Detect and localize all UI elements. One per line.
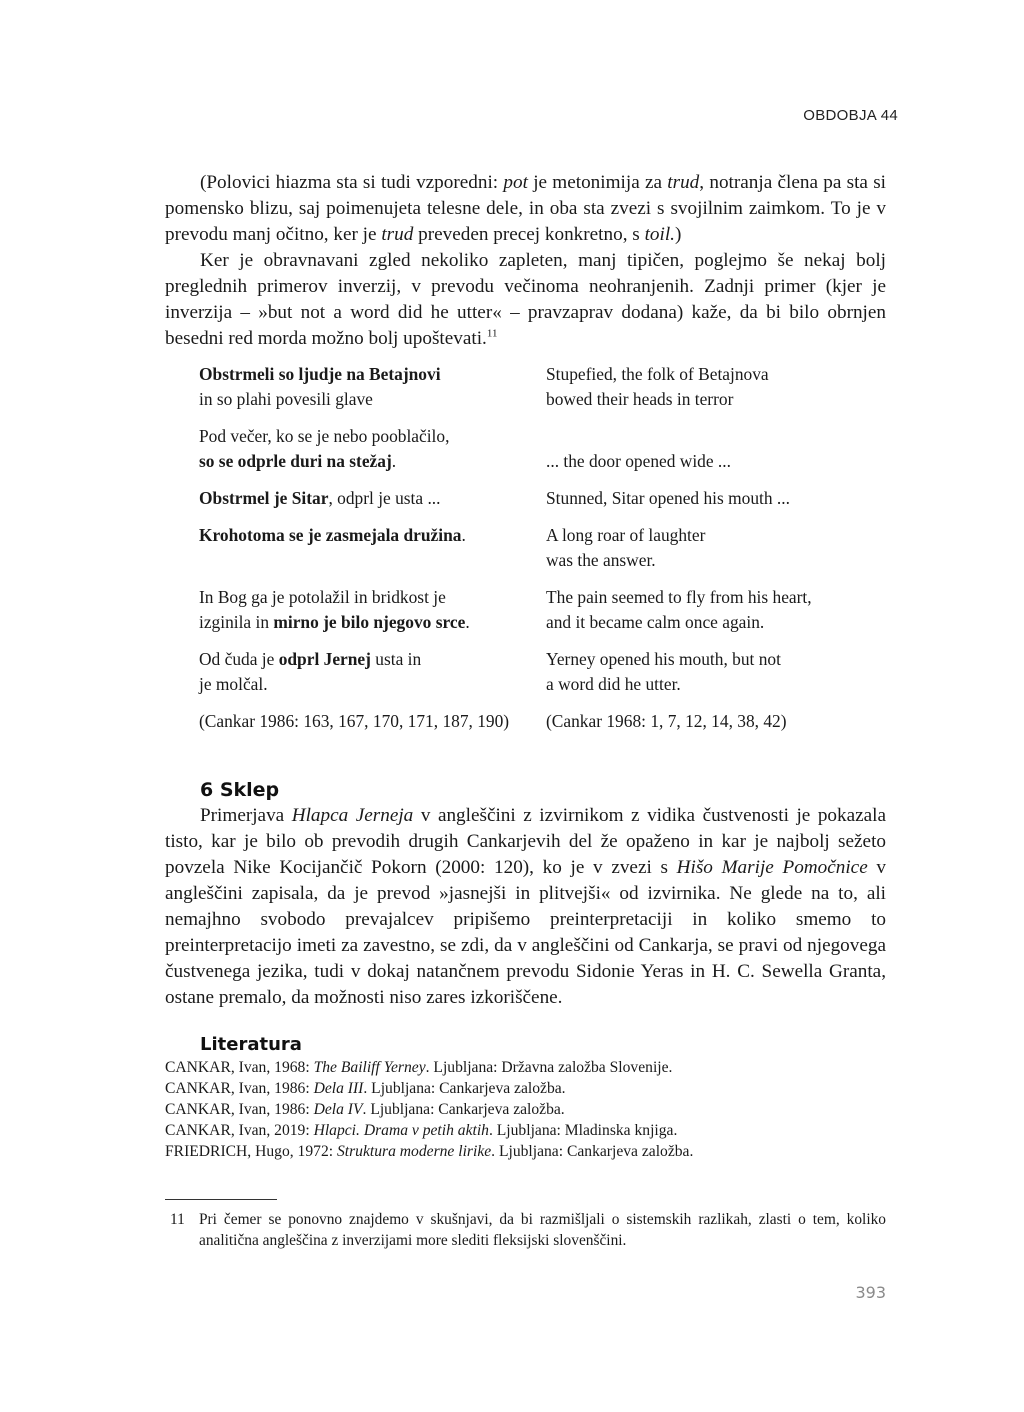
text-run: a word did he utter.: [546, 674, 681, 694]
poem-row: [199, 486, 859, 511]
text-run: , odprl je usta ...: [328, 488, 441, 508]
reference-publisher: . Ljubljana: Cankarjeva založba.: [362, 1101, 565, 1118]
text-run: usta in: [370, 649, 422, 669]
text-run: Primerjava: [200, 805, 292, 826]
italic-run: Hišo Marije Pomočnice: [676, 857, 868, 878]
slovene-verse: [199, 523, 546, 573]
verse-line: [546, 362, 859, 387]
bold-run: Obstrmel je Sitar: [199, 488, 329, 508]
reference-author: CANKAR, Ivan, 2019:: [165, 1122, 314, 1139]
conclusion-paragraph: [165, 803, 886, 1011]
reference-title: Hlapci. Drama v petih aktih: [313, 1122, 489, 1139]
bold-run: mirno je bilo njegovo srce: [273, 612, 466, 632]
text-run: was the answer.: [546, 550, 656, 570]
reference-publisher: . Ljubljana: Mladinska knjiga.: [488, 1122, 678, 1139]
citation-english: (Cankar 1968: 1, 7, 12, 14, 38, 42): [546, 711, 787, 731]
text-run: in so plahi povesili glave: [199, 389, 373, 409]
verse-line: [546, 486, 859, 511]
slovene-verse: [199, 585, 546, 635]
page-number: 393: [855, 1283, 886, 1302]
intro-paragraph-2: [165, 248, 886, 352]
reference-entry: [165, 1120, 885, 1141]
text-run: je metonimija za: [527, 172, 668, 193]
reference-entry: [165, 1099, 885, 1120]
intro-text: [165, 170, 886, 352]
english-verse: [546, 585, 859, 635]
reference-author: FRIEDRICH, Hugo, 1972:: [165, 1143, 337, 1160]
verse-line: [546, 672, 859, 697]
italic-run: toil.: [644, 224, 675, 245]
reference-author: CANKAR, Ivan, 1986:: [165, 1080, 314, 1097]
text-run: Pod večer, ko se je nebo pooblačilo,: [199, 426, 450, 446]
text-run: (Polovici hiazma sta si tudi vzporedni:: [200, 172, 504, 193]
parallel-poem-examples: [199, 362, 859, 734]
verse-line: [199, 424, 546, 449]
bold-run: so se odprle duri na stežaj: [199, 451, 392, 471]
text-run: .: [461, 525, 466, 545]
text-run: and it became calm once again.: [546, 612, 765, 632]
poem-row: [199, 585, 859, 635]
footnote-number: 11: [170, 1211, 185, 1228]
reference-title: Dela III: [313, 1080, 364, 1097]
text-run: , notranja člena pa sta si pomensko blizu, saj poimenujeta telesne dele, in oba sta zvezi s svojilnim zaimkom. To je v prevodu manj očitno, ker je: [165, 172, 886, 245]
footnote-divider: [165, 1199, 277, 1200]
text-run: Od čuda je: [199, 649, 279, 669]
verse-line: [546, 387, 859, 412]
text-run: ): [674, 224, 682, 245]
english-verse: [546, 424, 859, 474]
italic-run: trud: [667, 172, 700, 193]
reference-entry: [165, 1057, 885, 1078]
text-run: je molčal.: [199, 674, 268, 694]
verse-line: [546, 449, 859, 474]
english-verse: [546, 523, 859, 573]
reference-entry: [165, 1141, 885, 1162]
reference-publisher: . Ljubljana: Cankarjeva založba.: [363, 1080, 566, 1097]
verse-line: [546, 548, 859, 573]
english-verse: [546, 486, 859, 511]
verse-line: [199, 672, 546, 697]
english-verse: [546, 362, 859, 412]
section-heading: 6 Sklep: [200, 779, 280, 801]
reference-author: CANKAR, Ivan, 1968:: [165, 1059, 314, 1076]
text-run: v angleščini zapisala, da je prevod »jasnejši in plitvejši« od izvirnika. Ne glede na to, ali nemajhno svobodo prevajalcev pripišemo preinterpretaciji in koliko smemo to preinterpretacijo imeti za zavestno, se zdi, da v angleščini od Cankarja, se pravi od njegovega čustvenega jezika, tudi v dokaj natančnem prevodu Sidonie Yeras in H. C. Sewella Granta, ostane premalo, da možnosti niso zares izkoriščene.: [165, 857, 886, 1008]
literature-heading: Literatura: [200, 1034, 302, 1055]
poem-row: [199, 424, 859, 474]
verse-line: [199, 647, 546, 672]
reference-title: Dela IV: [313, 1101, 363, 1118]
text-run: izginila in: [199, 612, 274, 632]
italic-run: pot: [503, 172, 528, 193]
reference-entry: [165, 1078, 885, 1099]
reference-publisher: . Ljubljana: Cankarjeva založba.: [491, 1143, 694, 1160]
slovene-verse: [199, 486, 546, 511]
poem-row: [199, 523, 859, 573]
bold-run: odprl Jernej: [278, 649, 371, 669]
bold-run: Krohotoma se je zasmejala družina: [199, 525, 462, 545]
verse-line: [199, 585, 546, 610]
slovene-verse: [199, 424, 546, 474]
verse-line: [546, 523, 859, 548]
italic-run: Hlapca Jerneja: [291, 805, 414, 826]
verse-line: [199, 486, 546, 511]
verse-line: [199, 523, 546, 548]
slovene-verse: [199, 647, 546, 697]
intro-paragraph-2-text: Ker je obravnavani zgled nekoliko zapleten, manj tipičen, poglejmo še nekaj bolj preglednih primerov inverzij, v prevodu večinoma neohranjenih. Zadnji primer (kjer je inverzija – »but not a word did he utter« – pravzaprav dodana) kaže, da bi bilo obrnjen besedni red morda možno bolj upoštevati.: [165, 250, 886, 349]
text-run: v angleščini z izvirnikom z vidika čustvenosti je pokazala tisto, kar je bilo ob prevodih drugih Cankarjevih del že opaženo in kar je najbolj sežeto povzela Nike Kocijančič Pokorn (2000: 120), ko je v zvezi s: [165, 805, 886, 878]
citation-slovene: (Cankar 1986: 163, 167, 170, 171, 187, 190): [199, 711, 510, 731]
running-head: OBDOBJA 44: [803, 107, 898, 124]
text-run: .: [465, 612, 470, 632]
text-run: The pain seemed to fly from his heart,: [546, 587, 812, 607]
text-run: In Bog ga je potolažil in bridkost je: [199, 587, 446, 607]
verse-line: [546, 610, 859, 635]
poem-rows: [199, 362, 859, 697]
verse-line: [199, 449, 546, 474]
poem-row: [199, 362, 859, 412]
footnote-text: Pri čemer se ponovno znajdemo v skušnjavi, da bi razmišljali o sistemskih razlikah, zlasti o tem, koliko analitična angleščina z inverzijami more slediti fleksijski slovenščini.: [199, 1211, 886, 1249]
english-verse: [546, 647, 859, 697]
verse-line: [199, 610, 546, 635]
poem-citations: [199, 709, 859, 734]
italic-run: trud: [381, 224, 414, 245]
reference-list: [165, 1057, 885, 1162]
bold-run: Obstrmeli so ljudje na Betajnovi: [199, 364, 441, 384]
footnote: [165, 1209, 886, 1251]
verse-line: [546, 424, 859, 449]
reference-title: The Bailiff Yerney: [313, 1059, 426, 1076]
poem-row: [199, 647, 859, 697]
footnote-reference[interactable]: 11: [486, 327, 498, 340]
text-run: ... the door opened wide ...: [546, 451, 731, 471]
verse-line: [199, 387, 546, 412]
reference-publisher: . Ljubljana: Državna založba Slovenije.: [425, 1059, 673, 1076]
reference-author: CANKAR, Ivan, 1986:: [165, 1101, 314, 1118]
text-run: bowed their heads in terror: [546, 389, 734, 409]
verse-line: [199, 362, 546, 387]
text-run: A long roar of laughter: [546, 525, 706, 545]
verse-line: [546, 585, 859, 610]
conclusion-text: [165, 803, 886, 1011]
text-run: .: [391, 451, 397, 471]
text-run: Stupefied, the folk of Betajnova: [546, 364, 769, 384]
verse-line: [546, 647, 859, 672]
text-run: preveden precej konkretno, s: [413, 224, 645, 245]
intro-paragraph-1: [165, 170, 886, 248]
text-run: Yerney opened his mouth, but not: [546, 649, 781, 669]
slovene-verse: [199, 362, 546, 412]
reference-title: Struktura moderne lirike: [336, 1143, 492, 1160]
text-run: Stunned, Sitar opened his mouth ...: [546, 488, 790, 508]
